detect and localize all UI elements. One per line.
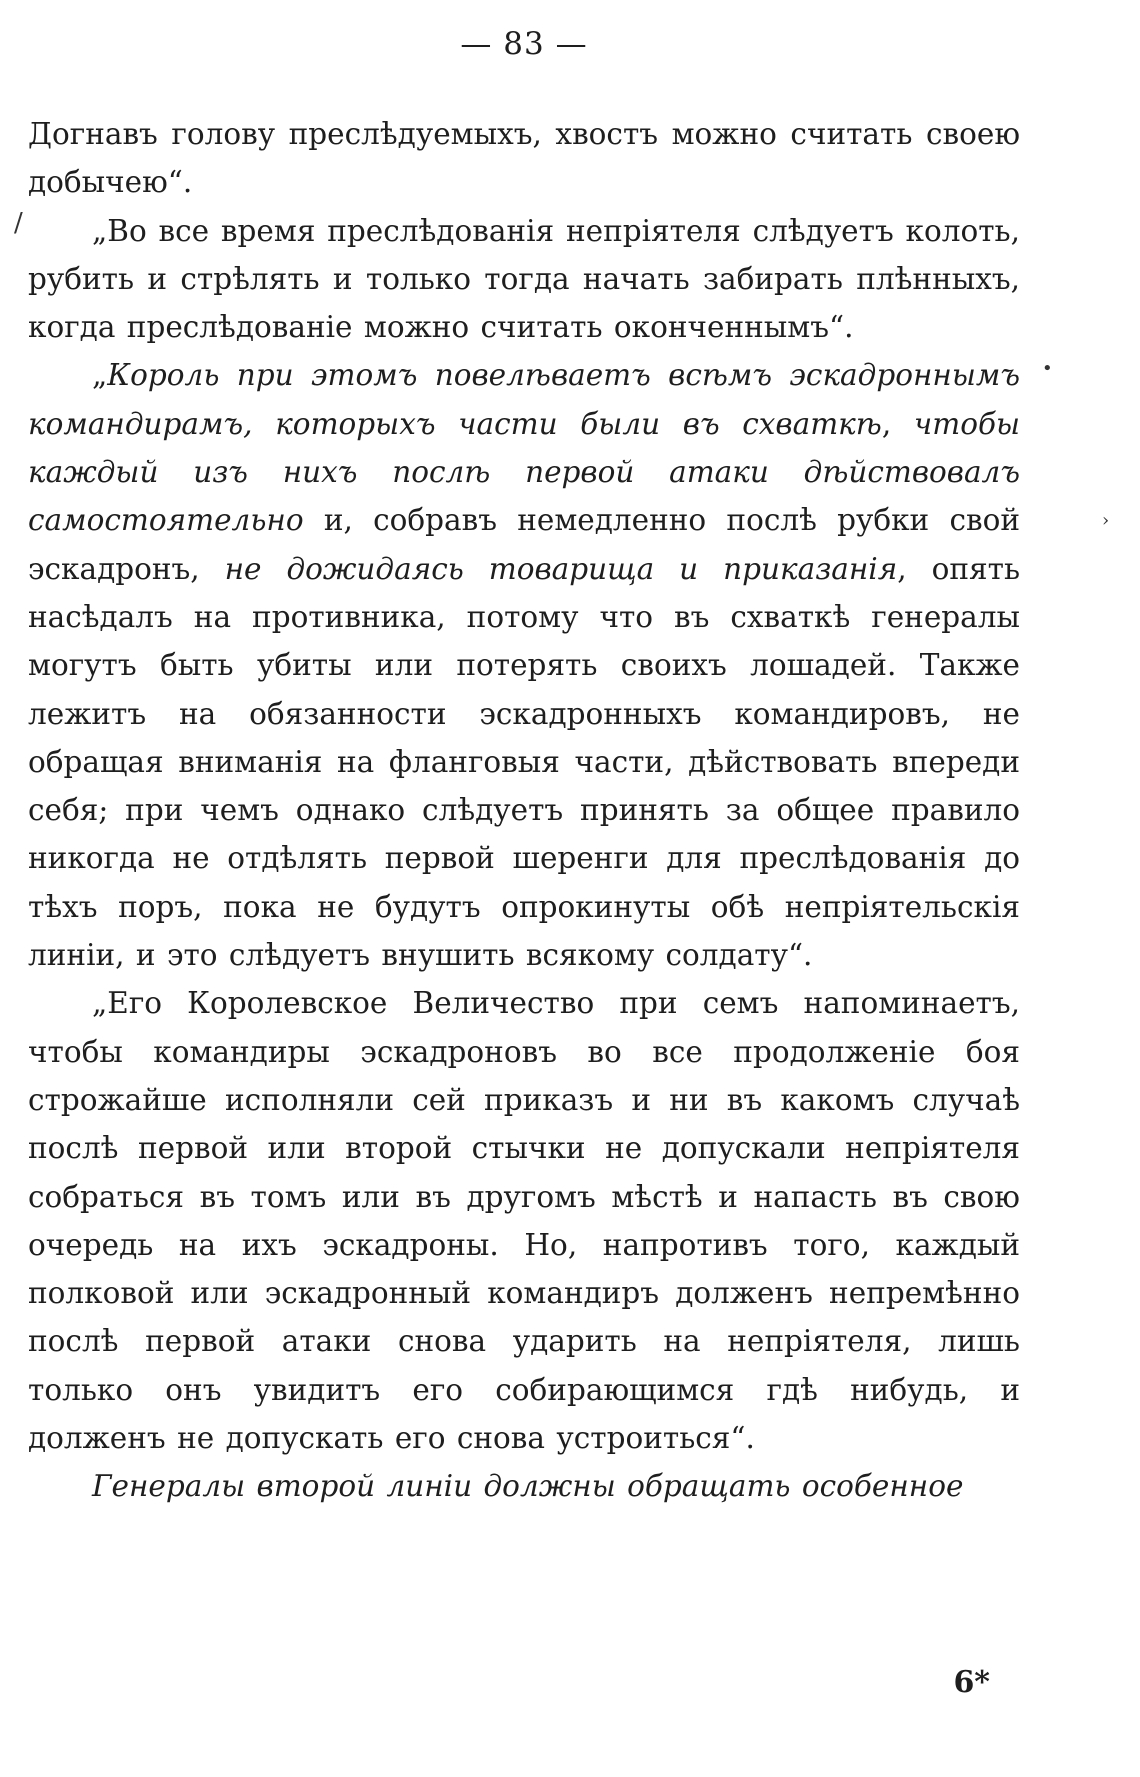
italic-text-segment: Генералы второй линіи должны обращать особенное	[92, 1469, 964, 1504]
paragraph	[28, 979, 1020, 1462]
printer-signature-mark: 6*	[953, 1665, 990, 1700]
italic-text-segment: чтобы каждый изъ нихъ послѣ первой атаки дѣйствовалъ самостоятельно	[28, 406, 1020, 538]
paragraph	[28, 351, 1020, 979]
paragraph	[28, 207, 1020, 352]
text-segment: ,	[881, 406, 914, 441]
text-segment: „	[92, 358, 108, 393]
page-number-header: — 83 —	[460, 26, 588, 62]
margin-tick-mark: ›	[1102, 510, 1110, 531]
text-segment: и, собравъ немедленно послѣ рубки свой эскадронъ,	[28, 503, 1020, 586]
text-segment: , опять насѣдалъ на противника, потому что въ схваткѣ генералы могутъ быть убиты или потерять своихъ лошадей. Также лежитъ на обязанности эскадронныхъ командировъ, не обращая вниманія на фланговыя части, дѣйствовать впереди себя; при чемъ однако слѣдуетъ принять за общее правило никогда не отдѣлять первой шеренги для преслѣдованія до тѣхъ поръ, пока не будутъ опрокинуты обѣ непріятельскія линіи, и это слѣдуетъ внушить всякому солдату“.	[28, 551, 1021, 973]
text-segment: „Во все время преслѣдованія непріятеля слѣдуетъ колоть, рубить и стрѣлять и только тогда начать забирать плѣнныхъ, когда преслѣдованіе можно считать оконченнымъ“.	[28, 213, 1020, 345]
italic-text-segment: Король при этомъ повелѣваетъ всѣмъ эскадроннымъ командирамъ, которыхъ части были въ схваткѣ	[28, 358, 1020, 441]
document-page	[28, 20, 1020, 1740]
paragraph	[28, 1462, 1020, 1510]
italic-text-segment: не дожидаясь товарища и приказанія	[224, 551, 898, 586]
text-segment: „Его Королевское Величество при семъ напоминаетъ, чтобы командиры эскадроновъ во все продолженіе боя строжайше исполняли сей приказъ и ни въ какомъ случаѣ послѣ первой или второй стычки не допускали непріятеля собраться въ томъ или въ другомъ мѣстѣ и напасть въ свою очередь на ихъ эскадроны. Но, напротивъ того, каждый полковой или эскадронный командиръ долженъ непремѣнно послѣ первой атаки снова ударить на непріятеля, лишь только онъ увидитъ его собирающимся гдѣ нибудь, и долженъ не допускать его снова устроиться“.	[28, 986, 1020, 1456]
paragraph	[28, 110, 1020, 207]
margin-dot-mark: •	[1042, 358, 1053, 379]
text-segment: Догнавъ голову преслѣдуемыхъ, хвостъ можно считать своею добычею“.	[28, 117, 1020, 200]
margin-pencil-mark: /	[14, 208, 23, 238]
body-text	[28, 110, 1020, 1511]
